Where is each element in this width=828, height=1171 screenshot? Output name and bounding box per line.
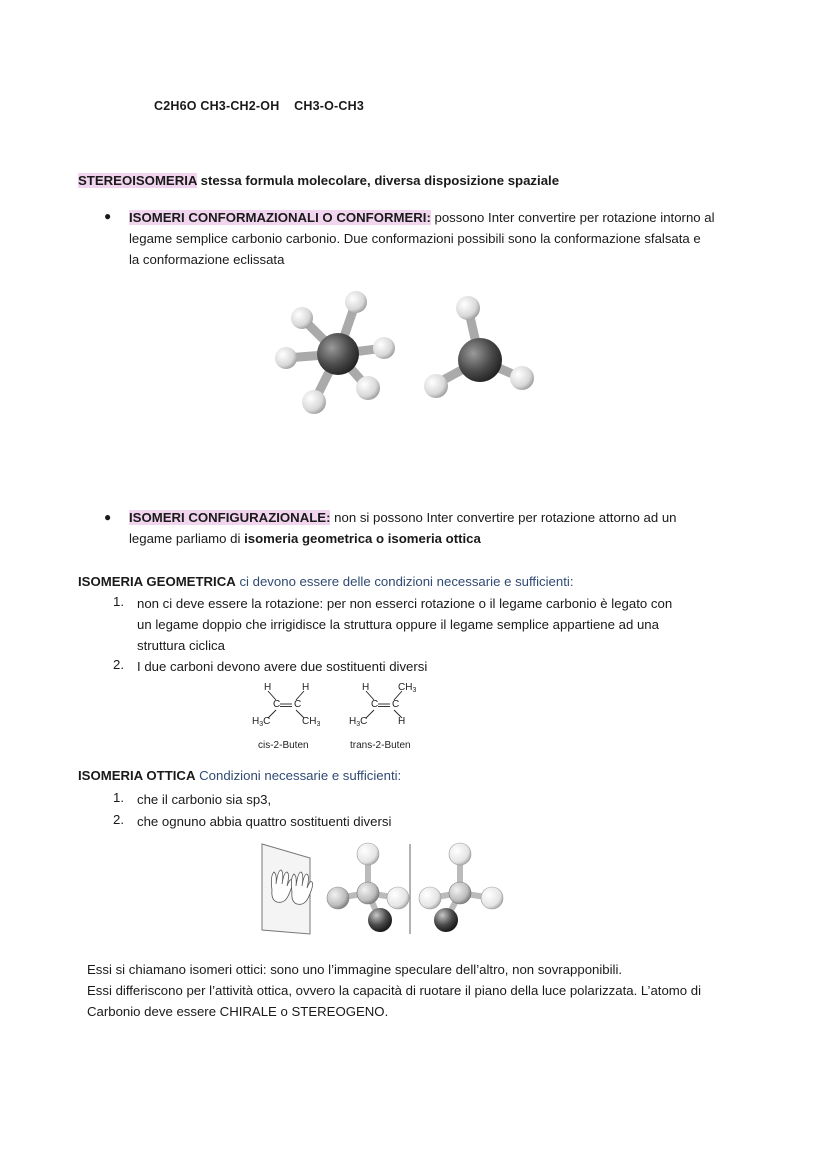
cis-atom-c-right: C [294, 699, 302, 710]
cis-atom-c-left: C [273, 699, 281, 710]
optical-item-1: che il carbonio sia sp3, [137, 792, 272, 807]
chiral-molecule-right [419, 843, 503, 932]
optical-item-2-number: 2. [113, 812, 124, 827]
conformational-paragraph [129, 207, 769, 270]
conformation-molecules-image [260, 282, 560, 422]
eclipsed-conformation [424, 296, 534, 398]
conformational-line-2: legame semplice carbonio carbonio. Due conformazioni possibili sono la conformazione sfalsata e [129, 231, 701, 246]
closing-line-2: Essi differiscono per l’attività ottica, ovvero la capacità di ruotare il piano della luce polarizzata. L’atomo di [87, 983, 702, 998]
trans-label: trans-2-Buten [350, 740, 411, 751]
conformational-line-1: possono Inter convertire per rotazione intorno al [430, 210, 715, 225]
chiral-molecules-image [258, 838, 518, 938]
closing-line-1: Essi si chiamano isomeri ottici: sono uno l’immagine speculare dell’altro, non sovrapponibili. [87, 962, 623, 977]
geometric-item-1-line-2: un legame doppio che irrigidisce la struttura oppure il legame semplice appartiene ad una [137, 617, 659, 632]
geometric-item-2: I due carboni devono avere due sostituenti diversi [137, 659, 428, 674]
optical-item-2: che ognuno abbia quattro sostituenti diversi [137, 814, 392, 829]
configurational-line-1: non si possono Inter convertire per rotazione attorno ad un [330, 510, 677, 525]
stereo-term: STEREOISOMERIA [78, 173, 197, 188]
trans-atom-c-left: C [371, 699, 379, 710]
trans-ch3-left: $H_3C$ [349, 716, 368, 728]
trans-ch3-top: $CH_3$ [398, 682, 417, 694]
trans-atom-h-left: H [362, 682, 370, 693]
optical-heading-line [78, 765, 401, 786]
closing-paragraph [87, 959, 787, 1022]
stereo-definition: stessa formula molecolare, diversa disposizione spaziale [196, 173, 560, 188]
trans-atom-c-right: C [392, 699, 400, 710]
configurational-paragraph [129, 507, 769, 549]
cis-atom-h-right: H [302, 682, 310, 693]
cis-ch3-left: $H_3C$ [252, 716, 271, 728]
closing-line-3: Carbonio deve essere CHIRALE o STEREOGENO. [87, 1004, 389, 1019]
geometric-heading: ISOMERIA GEOMETRICA [78, 574, 236, 589]
cis-ch3-right: $CH_3$ [302, 716, 321, 728]
trans-atom-h-bottom: H [398, 716, 406, 727]
conformational-term: ISOMERI CONFORMAZIONALI O CONFORMERI: [129, 210, 431, 225]
formula-line: C2H6O CH3-CH2-OH CH3-O-CH3 [154, 99, 364, 113]
optical-subtitle: Condizioni necessarie e sufficienti: [195, 768, 402, 783]
geometric-item-1-line-3: struttura ciclica [137, 638, 225, 653]
configurational-line-2: legame parliamo di [129, 531, 245, 546]
geometric-item-1-number: 1. [113, 594, 124, 609]
geometric-subtitle: ci devono essere delle condizioni necessarie e sufficienti: [235, 574, 574, 589]
bullet-icon: ● [104, 209, 112, 223]
stereo-line [78, 170, 559, 191]
optical-item-1-number: 1. [113, 790, 124, 805]
configurational-line-2-bold: isomeria geometrica o isomeria ottica [244, 531, 481, 546]
bullet-icon: ● [104, 510, 112, 524]
geometric-item-2-number: 2. [113, 657, 124, 672]
optical-heading: ISOMERIA OTTICA [78, 768, 196, 783]
conformational-line-3: la conformazione eclissata [129, 252, 285, 267]
staggered-conformation [275, 291, 395, 414]
geometric-heading-line [78, 571, 573, 592]
geometric-item-1-line-1: non ci deve essere la rotazione: per non esserci rotazione o il legame carbonio è legato con [137, 596, 673, 611]
cis-atom-h-left: H [264, 682, 272, 693]
chiral-molecule-left [327, 843, 409, 932]
geometric-item-1 [137, 593, 777, 656]
cis-label: cis-2-Buten [258, 740, 309, 751]
configurational-term: ISOMERI CONFIGURAZIONALE: [129, 510, 331, 525]
mirror-hands [262, 844, 313, 934]
